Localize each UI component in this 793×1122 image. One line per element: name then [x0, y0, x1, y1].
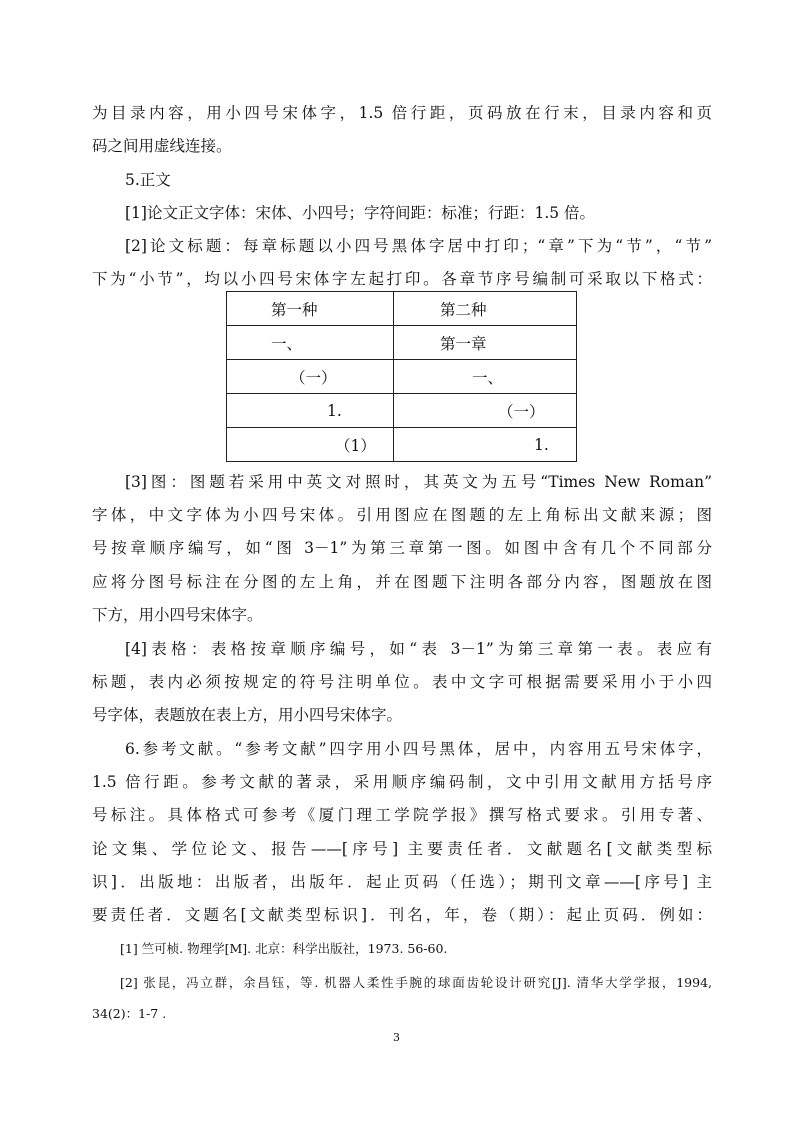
- page-number: 3: [393, 1031, 400, 1044]
- body-line: [1]论文正文字体：宋体、小四号；字符间距：标准；行距：1.5 倍。: [125, 204, 596, 222]
- body-line: 码之间用虚线连接。: [92, 137, 232, 155]
- body-line: 识]．出版地：出版者，出版年．起止页码（任选）；期刊文章——[序号] 主: [92, 873, 712, 891]
- section-heading: 5.正文: [125, 171, 171, 189]
- table-cell: 第一章: [394, 326, 577, 360]
- body-line: 字体，中文字体为小四号宋体。引用图应在图题的左上角标出文献来源；图: [92, 506, 712, 524]
- reference-item-continuation: 34(2)：1-7 .: [92, 1006, 167, 1021]
- table-row: [227, 394, 577, 428]
- body-line: 下为“小节”，均以小四号宋体字左起打印。各章节序号编制可采取以下格式：: [92, 270, 712, 288]
- table-row: [227, 292, 577, 326]
- table-cell: 1.: [394, 428, 577, 462]
- table-cell: （1）: [227, 428, 394, 462]
- reference-item: [2] 张昆，冯立群，余昌钰，等. 机器人柔性手腕的球面齿轮设计研究[J]. 清华大学学报，1994,: [120, 975, 712, 990]
- body-line: 号按章顺序编写，如“图 3－1”为第三章第一图。如图中含有几个不同部分: [92, 539, 712, 557]
- body-line: 号标注。具体格式可参考《厦门理工学院学报》撰写格式要求。引用专著、: [92, 806, 712, 824]
- body-line: 1.5 倍行距。参考文献的著录，采用顺序编码制，文中引用文献用方括号序: [92, 773, 712, 791]
- table-cell: 第二种: [394, 292, 577, 326]
- body-line: [2]论文标题：每章标题以小四号黑体字居中打印；“章”下为“节”，“节”: [125, 237, 712, 255]
- table-cell: （一）: [227, 360, 394, 394]
- body-line: 应将分图号标注在分图的左上角，并在图题下注明各部分内容，图题放在图: [92, 573, 712, 591]
- numbering-format-table: [226, 291, 577, 462]
- body-line: 6.参考文献。“参考文献”四字用小四号黑体，居中，内容用五号宋体字，: [125, 740, 712, 758]
- body-line: 标题，表内必须按规定的符号注明单位。表中文字可根据需要采用小于小四: [92, 673, 712, 691]
- reference-item: [1] 竺可桢. 物理学[M]. 北京：科学出版社，1973. 56-60.: [120, 941, 448, 956]
- body-line: [3]图：图题若采用中英文对照时，其英文为五号“Times New Roman”: [125, 473, 712, 491]
- body-line: 要责任者．文题名[文献类型标识]．刊名，年，卷（期）：起止页码．例如：: [92, 906, 712, 924]
- table-cell: 1.: [227, 394, 394, 428]
- table-row: [227, 360, 577, 394]
- table-row: [227, 326, 577, 360]
- body-line: [4]表格：表格按章顺序编号，如“表 3－1”为第三章第一表。表应有: [125, 640, 712, 658]
- table-cell: 第一种: [227, 292, 394, 326]
- body-line: 论文集、学位论文、报告——[序号] 主要责任者．文献题名[文献类型标: [92, 840, 712, 858]
- body-line: 下方，用小四号宋体字。: [92, 606, 263, 624]
- table-cell: （一）: [394, 394, 577, 428]
- table-row: [227, 428, 577, 462]
- body-line: 号字体，表题放在表上方，用小四号宋体字。: [92, 706, 403, 724]
- table-cell: 一、: [227, 326, 394, 360]
- body-line: 为目录内容，用小四号宋体字，1.5 倍行距，页码放在行末，目录内容和页: [92, 104, 712, 122]
- table-cell: 一、: [394, 360, 577, 394]
